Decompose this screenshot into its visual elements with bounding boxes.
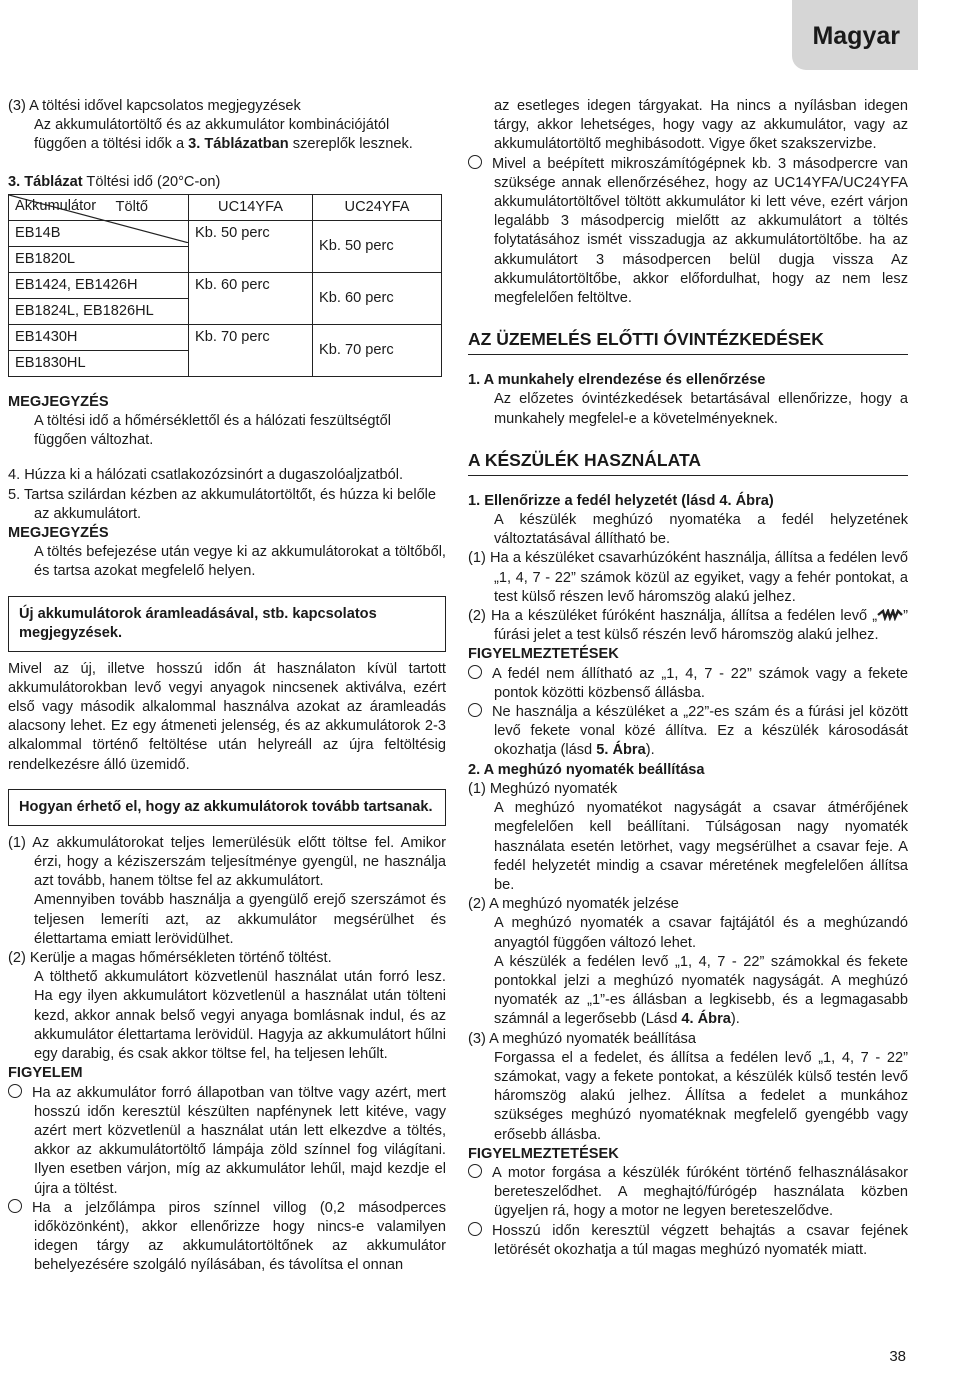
warning-4: Hosszú időn keresztül végzett behajtás a csavar fejének letörését okozhatja a túl magas meghúzó nyomaték miatt. (468, 1222, 908, 1260)
warning-2: Ne használja a készüléket a „22”-es szám és a fúrási jel között levő fekete vonal közé állítva. Ez a készülék károsodását okozhatja (lásd 5. Ábra). (468, 703, 908, 761)
header-charger: Töltő (115, 198, 148, 215)
note1-title: MEGJEGYZÉS (8, 393, 109, 410)
battery-cell: EB1430H (9, 324, 189, 350)
step-5: 5. Tartsa szilárdan kézben az akkumulátortöltőt, és húzza ki belőle az akkumulátort. (8, 486, 437, 522)
time-cell: Kb. 50 perc (189, 220, 313, 246)
torque-title: (1) Meghúzó nyomaték (468, 780, 618, 797)
section-title-usage: A KÉSZÜLÉK HASZNÁLATA (468, 449, 908, 476)
time-cell: Kb. 50 perc (313, 220, 442, 272)
cover-position-body: A készülék meghúzó nyomatéka a fedél helyzetének változtatásával állítható be. (494, 512, 908, 548)
circle-bullet-icon (468, 703, 482, 717)
empty-cell (189, 246, 313, 272)
circle-bullet-icon (8, 1199, 22, 1213)
warnings-title: FIGYELMEZTETÉSEK (468, 646, 619, 663)
workplace-body: Az előzetes óvintézkedések betartásával ellenőrizze, hogy a munkahely megfelel-e a követelményeknek. (494, 391, 908, 427)
circle-bullet-icon (8, 1084, 22, 1098)
torque-setting-title: (3) A meghúzó nyomaték beállítása (468, 1030, 696, 1047)
caution-title: FIGYELEM (8, 1065, 83, 1082)
header-uc14yfa: UC14YFA (189, 194, 313, 220)
battery-cell: EB1830HL (9, 350, 189, 376)
step-4: 4. Húzza ki a hálózati csatlakozózsinórt a dugaszolóaljzatból. (8, 467, 404, 484)
note1-body: A töltési idő a hőmérséklettől és a hálózati feszültségtől függően változhat. (34, 413, 391, 449)
time-cell: Kb. 60 perc (313, 272, 442, 324)
torque-setting-body: Forgassa el a fedelet, és állítsa a fedélen levő „1, 4, 7 - 22” számokat, vagy a fekete pontokat, a készülék külső testén levő háromszög alakú jelhez. Állítsa a fedelet a munkához szükséges meghúzó nyomatéknak megfelelő gyengébb vagy erősebb állásba. (494, 1049, 908, 1143)
time-cell: Kb. 60 perc (189, 272, 313, 298)
battery-tip-2: (2) Kerülje a magas hőmérsékleten történő töltést. (8, 950, 332, 967)
note2-title: MEGJEGYZÉS (8, 525, 109, 542)
empty-cell (189, 350, 313, 376)
caution-1: Ha az akkumulátor forró állapotban van töltve vagy azért, mert hosszú időn keresztül készülten napfénynek lett kitéve, vagy azért mert közvetlenül a használat után lett elkezdve a töltés, akkor az akkumulátortöltő lámpája zöld színnel fog világítani. Ilyen esetben várjon, míg az akkumulátor lehűl, majd kezdje el újra a töltést. (8, 1084, 446, 1199)
right-column (468, 97, 908, 1260)
battery-cell: EB1424, EB1426H (9, 272, 189, 298)
caution-2-continued: az esetleges idegen tárgyakat. Ha nincs a nyílásban idegen tárgy, akkor lehetséges, hogy vagy az akkumulátor, vagy az akkumulátortöltő meghibásodott. Vigye őket szakszervizbe. (494, 98, 908, 153)
torque-indication-body-2: A készülék a fedélen levő „1, 4, 7 - 22” számokkal és fekete pontokkal jelzi a meghúzó nyomaték nagyságát. A meghúzó nyomaték az „1”-es állásban a legkisebb, és a legmagasabb számnál a legerősebb (Lásd 4. Ábra). (494, 953, 908, 1028)
drill-mark-icon (877, 609, 903, 621)
microcomputer-note: Mivel a beépített mikroszámítógépnek kb. 3 másodpercre van szüksége annak ellenőrzéséhez, hogy az UC14YFA/UC24YFA akkumulátortöltővel töltött akkumulátor ki lett véve, ezért várjon legalább 3 másodpercig mielőtt az akkumulátort a töltés folytatásához ismét visszadugja az akkumulátortöltőbe. ha az akkumulátort 3 másodpercen belül dugja vissza Az akkumulátortöltőbe, akkor előfordulhat, hogy az nem lesz megfelelően feltöltve. (468, 155, 908, 309)
page-number: 38 (889, 1347, 906, 1365)
left-column (8, 97, 446, 1276)
circle-bullet-icon (468, 1164, 482, 1178)
header-battery: Akkumulátor (15, 197, 97, 214)
table-header-diagonal (9, 194, 189, 220)
torque-indication-body: A meghúzó nyomaték a csavar fajtájától és a meghúzandó anyagtól függően változó lehet. (494, 915, 908, 951)
charging-time-table (8, 194, 442, 377)
charging-time-notes-line1: Az akkumulátortöltő és az akkumulátor kombinációjától (34, 117, 390, 134)
warning-3: A motor forgása a készülék fúróként történő felhasználásakor bereteszelődhet. A meghajtó/fúrógép használata közben ügyeljen rá, hogy a motor ne legyen bereteszelődve. (468, 1164, 908, 1222)
battery-life-heading-box: Hogyan érhető el, hogy az akkumulátorok tovább tartsanak. (8, 789, 446, 826)
circle-bullet-icon (468, 1222, 482, 1236)
screwdriver-mode: (1) Ha a készüléket csavarhúzóként használja, állítsa a fedélen levő „1, 4, 7 - 22” számok közül az egyiket, vagy a fehér pontokat, a test külső részen levő háromszög alakú jelhez. (468, 550, 908, 605)
circle-bullet-icon (468, 155, 482, 169)
warning-1: A fedél nem állítható az „1, 4, 7 - 22” számok vagy a fekete pontok közötti közbenső állásba. (468, 665, 908, 703)
language-tab (792, 0, 960, 70)
time-cell: Kb. 70 perc (189, 324, 313, 350)
time-cell: Kb. 70 perc (313, 324, 442, 376)
torque-indication-title: (2) A meghúzó nyomaték jelzése (468, 896, 679, 913)
note2-body: A töltés befejezése után vegye ki az akkumulátorokat a töltőből, és tartsa azokat megfelelő helyen. (34, 544, 446, 580)
language-label: Magyar (812, 22, 900, 50)
warnings-title-2: FIGYELMEZTETÉSEK (468, 1145, 619, 1162)
battery-tip-1-cont: Amennyiben tovább használja a gyengülő erejő szerszámot és teljesen lemeríti azt, az akkumulátor megsérülhet és élettartama emiatt lerövidülhet. (34, 892, 446, 947)
battery-tip-2-cont: A tölthető akkumulátort közvetlenül használat után forró lesz. Ha egy ilyen akkumulátort közvetlenül a használat után tölteni kezd, akkor annak belső vegyi anyaga bomlásnak indul, és az akkumulátor élettartama lerövidül. Hagyja az akkumulátort hűlni egy darabig, és csak akkor töltse fel, ha teljesen lehűlt. (34, 969, 446, 1063)
new-battery-body: Mivel az új, illetve hosszú időn át használaton kívül tartott akkumulátorokban levő vegyi anyagok nincsenek aktiválva, ezért első vagy második alkalommal használva azokat az áramleadás alacsony lehet. Ez egy átmeneti jelenség, és az akkumulátorok 2-3 alkalommal történő feltöltése után helyreáll az újra feltöltésig rendelkezésre álló üzemidő. (8, 660, 446, 773)
workplace-title: 1. A munkahely elrendezése és ellenőrzése (468, 372, 766, 389)
battery-cell: EB1820L (9, 246, 189, 272)
charging-time-notes-title: (3) A töltési idővel kapcsolatos megjegyzések (8, 98, 301, 114)
caution-2: Ha a jelzőlámpa piros színnel villog (0,2 másodperces időközönként), akkor ellenőrizze hogy nincs-e valamilyen idegen tárgy az akkumulátortöltőnek az akkumulátor behelyezésére szolgáló nyílásában, és távolítsa el onnan (8, 1199, 446, 1276)
battery-cell: EB14B (9, 220, 189, 246)
new-battery-heading-box: Új akkumulátorok áramleadásával, stb. kapcsolatos megjegyzések. (8, 596, 446, 652)
battery-cell: EB1824L, EB1826HL (9, 298, 189, 324)
empty-cell (189, 298, 313, 324)
section-title-precautions: AZ ÜZEMELÉS ELŐTTI ÓVINTÉZKEDÉSEK (468, 328, 908, 355)
circle-bullet-icon (468, 665, 482, 679)
drill-mode: (2) Ha a készüléket fúróként használja, állítsa a fedélen levő „ ” fúrási jelet a test külső részén levő háromszög alakú jelhez. (468, 608, 908, 644)
header-uc24yfa: UC24YFA (313, 194, 442, 220)
table-caption: 3. Táblázat Töltési idő (20°C-on) (8, 173, 221, 190)
cover-position-title: 1. Ellenőrizze a fedél helyzetét (lásd 4. Ábra) (468, 492, 774, 509)
charging-time-notes-line2: függően a töltési idők a 3. Táblázatban szereplők lesznek. (34, 136, 413, 153)
torque-adjust-title: 2. A meghúzó nyomaték beállítása (468, 761, 705, 778)
battery-tip-1: (1) Az akkumulátorokat teljes lemerülésük előtt töltse fel. Amikor érzi, hogy a kéziszerszám teljesítménye gyengül, ne használja azt tovább, hanem töltse fel az akkumulátort. (8, 834, 446, 890)
torque-body: A meghúzó nyomatékot nagyságát a csavar átmérőjének megfelelően kell beállítani. Túlságosan nagy nyomaték használata esetén letörhet, vagy megsérülhet a csavar feje. A fedél helyzetét mindig a csavar méretének megfelelően állítsa be. (494, 800, 908, 893)
